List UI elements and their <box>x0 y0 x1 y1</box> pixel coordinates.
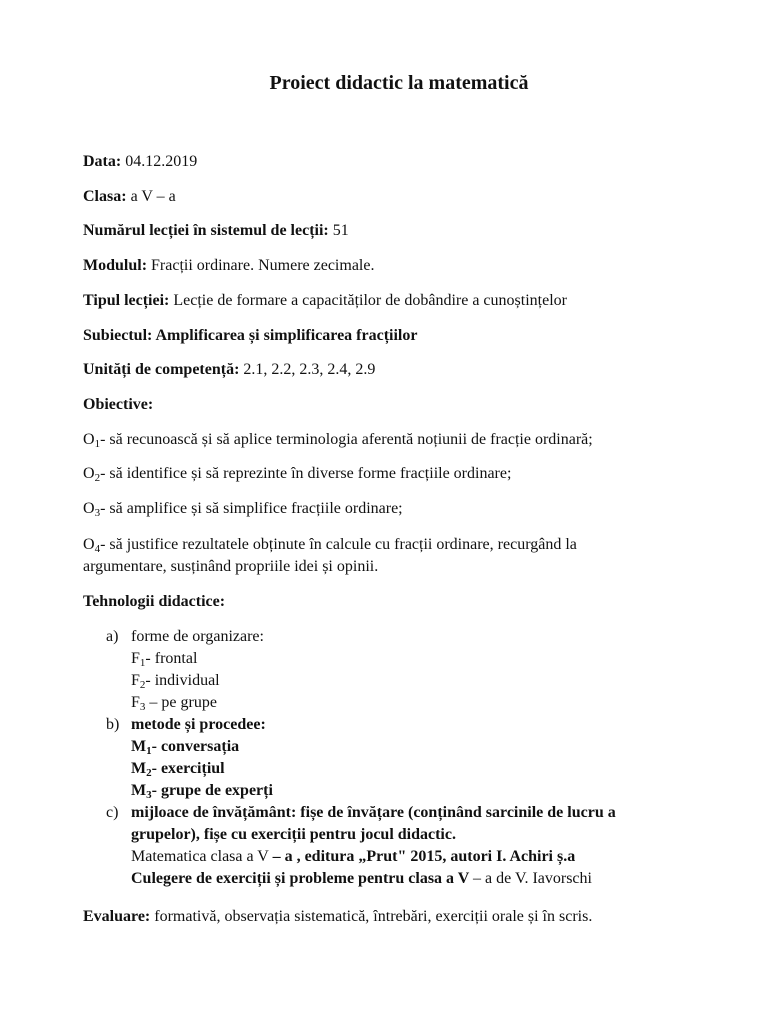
evaluation-line <box>83 906 703 928</box>
subject-label: Subiectul: <box>83 327 153 344</box>
competence-line <box>83 359 703 381</box>
textbook-line: Matematica clasa a V – a , editura „Prut" 2015, autori I. Achiri ș.a <box>131 848 576 865</box>
lesson-number-label: Numărul lecției în sistemul de lecții: <box>83 222 329 239</box>
lesson-type-label: Tipul lecției: <box>83 292 170 309</box>
form-f3: $F_3$ – pe grupe <box>131 694 217 713</box>
subject-line <box>83 325 703 347</box>
objective-4-continued: argumentare, susținând propriile idei și opinii. <box>83 558 379 575</box>
form-f2: $F_2-$ individual <box>131 672 220 691</box>
objectives-heading: Obiective: <box>83 396 154 413</box>
objective-1-sub: 1 <box>94 438 101 450</box>
objective-2 <box>83 463 703 486</box>
page-title: Proiect didactic la matematică <box>269 72 529 94</box>
lesson-number-line <box>83 220 703 242</box>
list-marker-c: c) <box>106 804 119 821</box>
objective-3-sub: 3 <box>94 507 101 519</box>
list-text-a: forme de organizare: <box>131 628 264 645</box>
competence-value: 2.1, 2.2, 2.3, 2.4, 2.9 <box>243 361 376 378</box>
objective-4 <box>83 534 703 557</box>
module-line <box>83 255 703 277</box>
technology-heading: Tehnologii didactice: <box>83 593 226 610</box>
objective-4-sub: 4 <box>94 543 101 555</box>
objective-4-letter: O <box>83 536 95 553</box>
competence-label: Unități de competență: <box>83 361 240 378</box>
evaluation-value: formativă, observația sistematică, întrebări, exerciții orale și în scris. <box>154 908 593 925</box>
date-line <box>83 151 703 173</box>
list-marker-a: a) <box>106 628 119 645</box>
objective-2-letter: O <box>83 465 95 482</box>
objective-3-text: - să amplifice și să simplifice fracțiile ordinare; <box>100 500 403 517</box>
subject-value: Amplificarea și simplificarea fracțiilor <box>155 327 418 344</box>
method-m2: $M_2-$ exercițiul <box>131 760 225 779</box>
lesson-number-value: 51 <box>332 222 349 239</box>
objective-2-text: - să identifice și să reprezinte în diverse forme fracțiile ordinare; <box>100 465 512 482</box>
lesson-type-line <box>83 290 703 312</box>
objective-1-letter: O <box>83 431 95 448</box>
date-label: Data: <box>83 153 122 170</box>
evaluation-label: Evaluare: <box>83 908 151 925</box>
list-text-c-line2: grupelor), fișe cu exerciții pentru jocul didactic. <box>131 826 456 843</box>
objective-1-text: - să recunoască și să aplice terminologia aferentă noțiunii de fracție ordinară; <box>100 431 593 448</box>
exercise-book-line: Culegere de exerciții și probleme pentru clasa a V – a de V. Iavorschi <box>131 870 592 887</box>
list-text-b: metode și procedee: <box>131 716 266 733</box>
method-m1: $M_1-$ conversația <box>131 738 240 757</box>
form-f1: $F_1-$ frontal <box>131 650 198 669</box>
objective-3-letter: O <box>83 500 95 517</box>
module-label: Modulul: <box>83 257 148 274</box>
class-line <box>83 186 703 208</box>
lesson-type-value: Lecție de formare a capacităților de dobândire a cunoștințelor <box>173 292 567 309</box>
objective-2-sub: 2 <box>94 472 101 484</box>
objective-1 <box>83 429 703 452</box>
list-text-c: mijloace de învățământ: fișe de învățare (conținând sarcinile de lucru a <box>131 804 616 821</box>
class-value: a V – a <box>130 188 176 205</box>
objective-4-text: - să justifice rezultatele obținute în calcule cu fracții ordinare, recurgând la <box>100 536 577 553</box>
list-marker-b: b) <box>106 716 120 733</box>
method-m3: $M_3-$ grupe de experți <box>131 782 273 801</box>
date-value: 04.12.2019 <box>125 153 198 170</box>
module-value: Fracții ordinare. Numere zecimale. <box>151 257 375 274</box>
objective-3 <box>83 498 703 521</box>
class-label: Clasa: <box>83 188 127 205</box>
